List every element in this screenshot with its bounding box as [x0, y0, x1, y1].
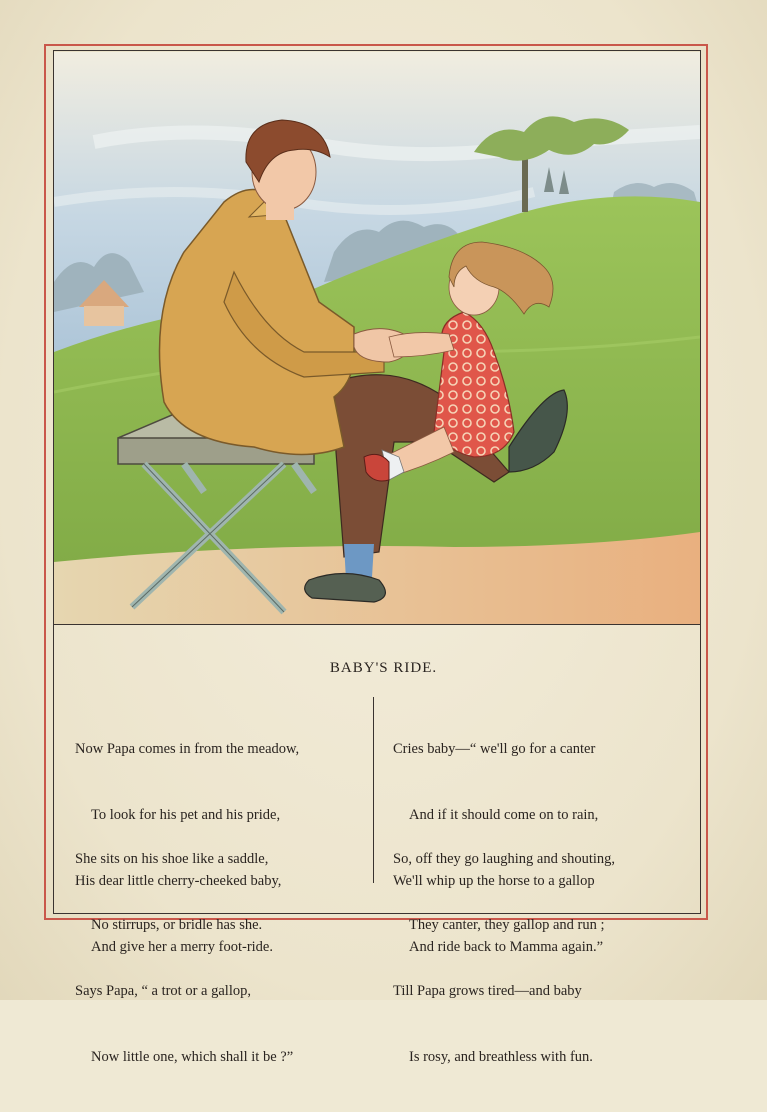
- poem-line: Says Papa, “ a trot or a gallop,: [75, 983, 251, 999]
- poem-title: BABY'S RIDE.: [329, 660, 438, 676]
- poem-line: So, off they go laughing and shouting,: [393, 851, 616, 867]
- poem-line: No stirrups, or bridle has she.: [91, 917, 263, 933]
- poem-line: We'll whip up the horse to a gallop: [393, 873, 595, 889]
- poem-line: Is rosy, and breathless with fun.: [409, 1049, 593, 1065]
- poem-line: His dear little cherry-cheeked baby,: [75, 873, 282, 889]
- stanza-2: [75, 804, 293, 1112]
- column-divider: [373, 697, 374, 883]
- illustration-papa-and-baby: [54, 52, 700, 625]
- poem-line: And ride back to Mamma again.”: [409, 939, 604, 955]
- poem-line: Till Papa grows tired—and baby: [393, 983, 582, 999]
- poem-line: To look for his pet and his pride,: [91, 807, 281, 823]
- poem-line: They canter, they gallop and run ;: [409, 917, 605, 933]
- poem-line: And if it should come on to rain,: [409, 807, 599, 823]
- poem-line: Cries baby—“ we'll go for a canter: [393, 741, 596, 757]
- poem-line: She sits on his shoe like a saddle,: [75, 851, 269, 867]
- illustration-drawing: [54, 52, 700, 624]
- stanza-4: [393, 804, 615, 1112]
- poem-line: Now Papa comes in from the meadow,: [75, 741, 300, 757]
- poem-line: And give her a merry foot-ride.: [91, 939, 273, 955]
- poem-line: Now little one, which shall it be ?”: [91, 1049, 294, 1065]
